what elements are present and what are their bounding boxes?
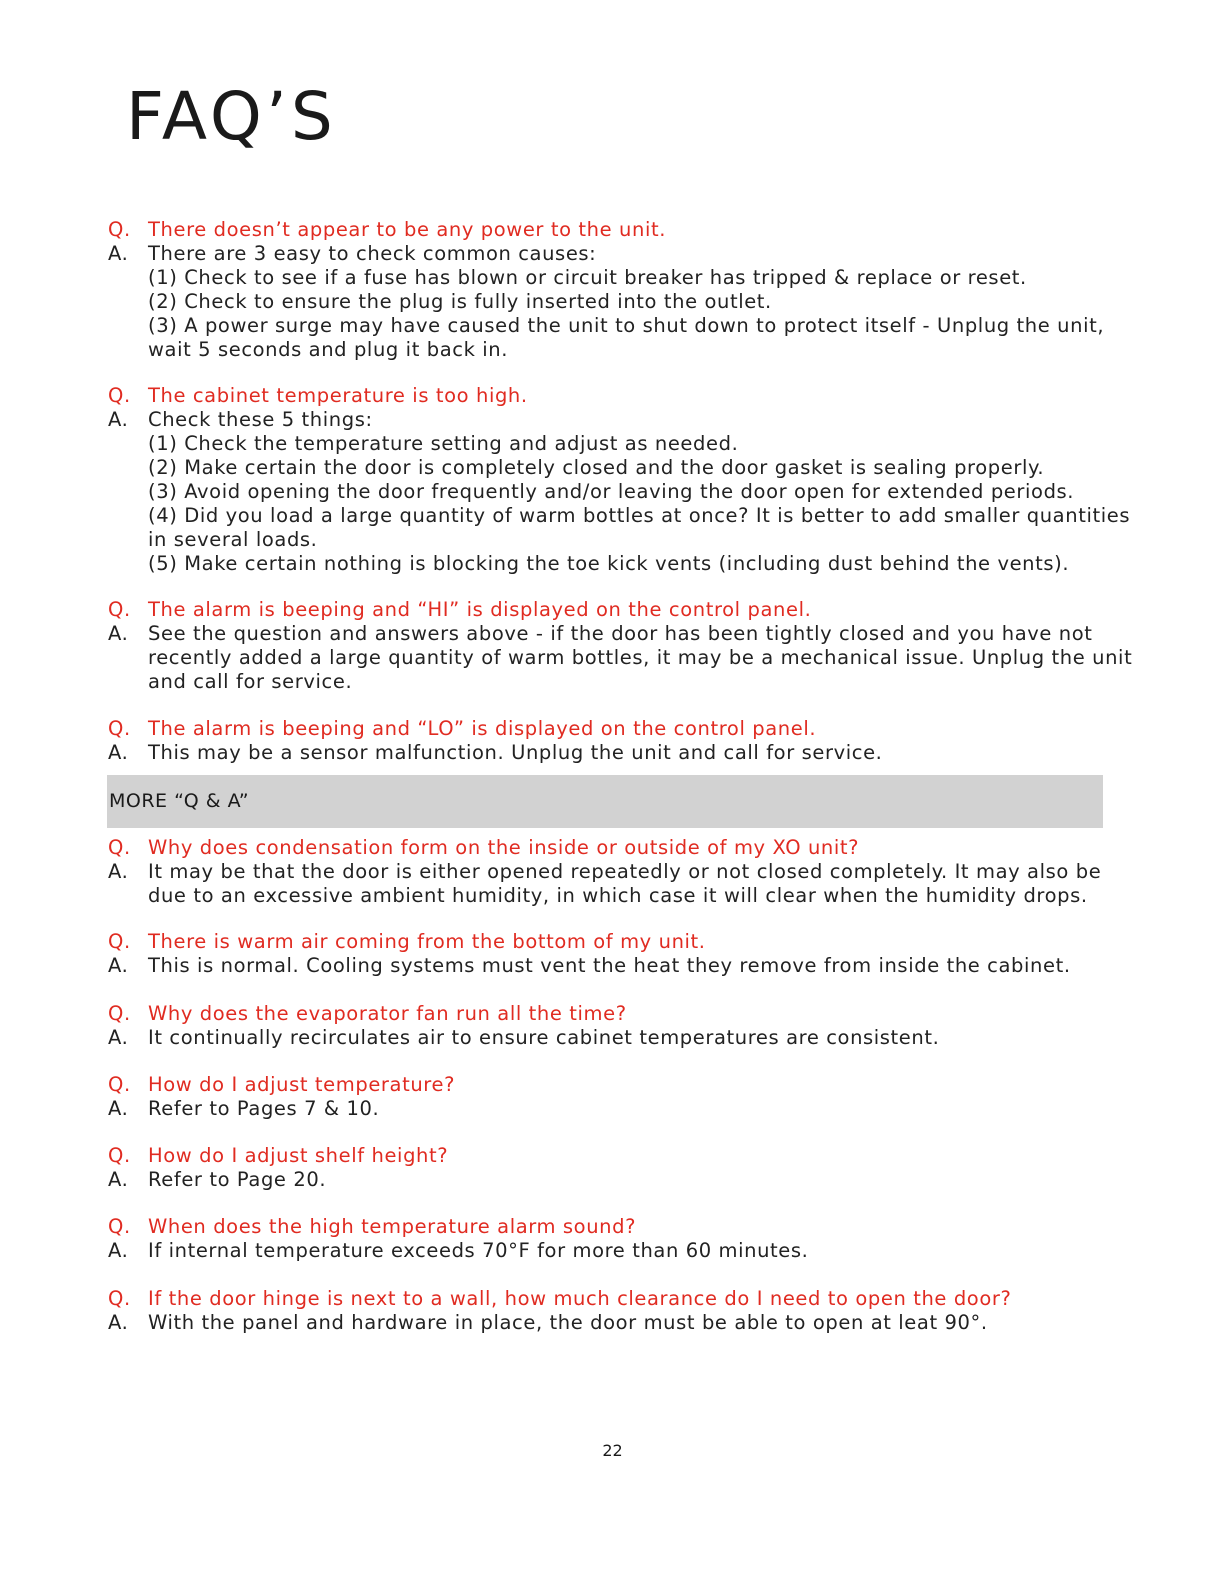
answer-line: (4) Did you load a large quantity of warm bottles at once? It is better to add smaller quantities [148,504,1131,527]
answer: This may be a sensor malfunction. Unplug the unit and call for service. [148,741,883,764]
question: The alarm is beeping and “HI” is displayed on the control panel. [148,598,812,621]
faq-item [108,1215,1108,1263]
answer: See the question and answers above - if the door has been tightly closed and you have not [148,622,1093,645]
more-q-and-a-heading: MORE “Q & A” [107,775,1103,828]
question: Why does condensation form on the inside or outside of my XO unit? [148,836,860,859]
question: How do I adjust shelf height? [148,1144,449,1167]
a-prefix: A. [108,622,129,645]
answer-line: (2) Check to ensure the plug is fully inserted into the outlet. [148,290,772,313]
answer-line: due to an excessive ambient humidity, in which case it will clear when the humidity drops. [148,884,1088,907]
faq-item [108,1073,1108,1121]
answer: If internal temperature exceeds 70°F for more than 60 minutes. [148,1239,809,1262]
q-prefix: Q. [108,1287,131,1310]
page-number: 22 [602,1441,623,1460]
a-prefix: A. [108,1026,129,1049]
faq-item [108,717,1108,765]
question: There doesn’t appear to be any power to the unit. [148,218,667,241]
faq-item [108,598,1133,694]
q-prefix: Q. [108,598,131,621]
answer: Refer to Page 20. [148,1168,327,1191]
q-prefix: Q. [108,836,131,859]
faq-item [108,836,1108,908]
answer-line: (1) Check to see if a fuse has blown or circuit breaker has tripped & replace or reset. [148,266,1027,289]
a-prefix: A. [108,954,129,977]
question: The alarm is beeping and “LO” is displayed on the control panel. [148,717,817,740]
answer-line: (3) Avoid opening the door frequently and/or leaving the door open for extended periods. [148,480,1075,503]
question: The cabinet temperature is too high. [148,384,528,407]
faq-item [108,1002,1108,1050]
q-prefix: Q. [108,218,131,241]
answer-line: (2) Make certain the door is completely closed and the door gasket is sealing properly. [148,456,1045,479]
faq-item [108,384,1131,576]
a-prefix: A. [108,408,129,431]
answer: There are 3 easy to check common causes: [148,242,597,265]
a-prefix: A. [108,1097,129,1120]
answer-line: recently added a large quantity of warm bottles, it may be a mechanical issue. Unplug the unit [148,646,1133,669]
page-title: FAQ’S [126,78,337,155]
answer: Check these 5 things: [148,408,373,431]
a-prefix: A. [108,242,129,265]
answer-line: (5) Make certain nothing is blocking the toe kick vents (including dust behind the vents). [148,552,1070,575]
faq-item [108,1144,1108,1192]
answer-line: (1) Check the temperature setting and adjust as needed. [148,432,739,455]
q-prefix: Q. [108,1215,131,1238]
answer: Refer to Pages 7 & 10. [148,1097,380,1120]
a-prefix: A. [108,1311,129,1334]
faq-item [108,1287,1108,1335]
a-prefix: A. [108,741,129,764]
answer-line: and call for service. [148,670,353,693]
question: Why does the evaporator fan run all the time? [148,1002,627,1025]
answer-line: in several loads. [148,528,318,551]
a-prefix: A. [108,860,129,883]
q-prefix: Q. [108,1073,131,1096]
answer-line: (3) A power surge may have caused the unit to shut down to protect itself - Unplug the unit, [148,314,1105,337]
faq-item [108,930,1108,978]
a-prefix: A. [108,1239,129,1262]
answer: This is normal. Cooling systems must vent the heat they remove from inside the cabinet. [148,954,1071,977]
question: If the door hinge is next to a wall, how much clearance do I need to open the door? [148,1287,1012,1310]
q-prefix: Q. [108,930,131,953]
q-prefix: Q. [108,717,131,740]
q-prefix: Q. [108,384,131,407]
answer-line: wait 5 seconds and plug it back in. [148,338,509,361]
question: How do I adjust temperature? [148,1073,456,1096]
answer: It may be that the door is either opened repeatedly or not closed completely. It may also be [148,860,1102,883]
question: There is warm air coming from the bottom of my unit. [148,930,706,953]
q-prefix: Q. [108,1002,131,1025]
a-prefix: A. [108,1168,129,1191]
answer: With the panel and hardware in place, the door must be able to open at leat 90°. [148,1311,988,1334]
question: When does the high temperature alarm sound? [148,1215,637,1238]
answer: It continually recirculates air to ensure cabinet temperatures are consistent. [148,1026,940,1049]
q-prefix: Q. [108,1144,131,1167]
faq-item [108,218,1108,362]
